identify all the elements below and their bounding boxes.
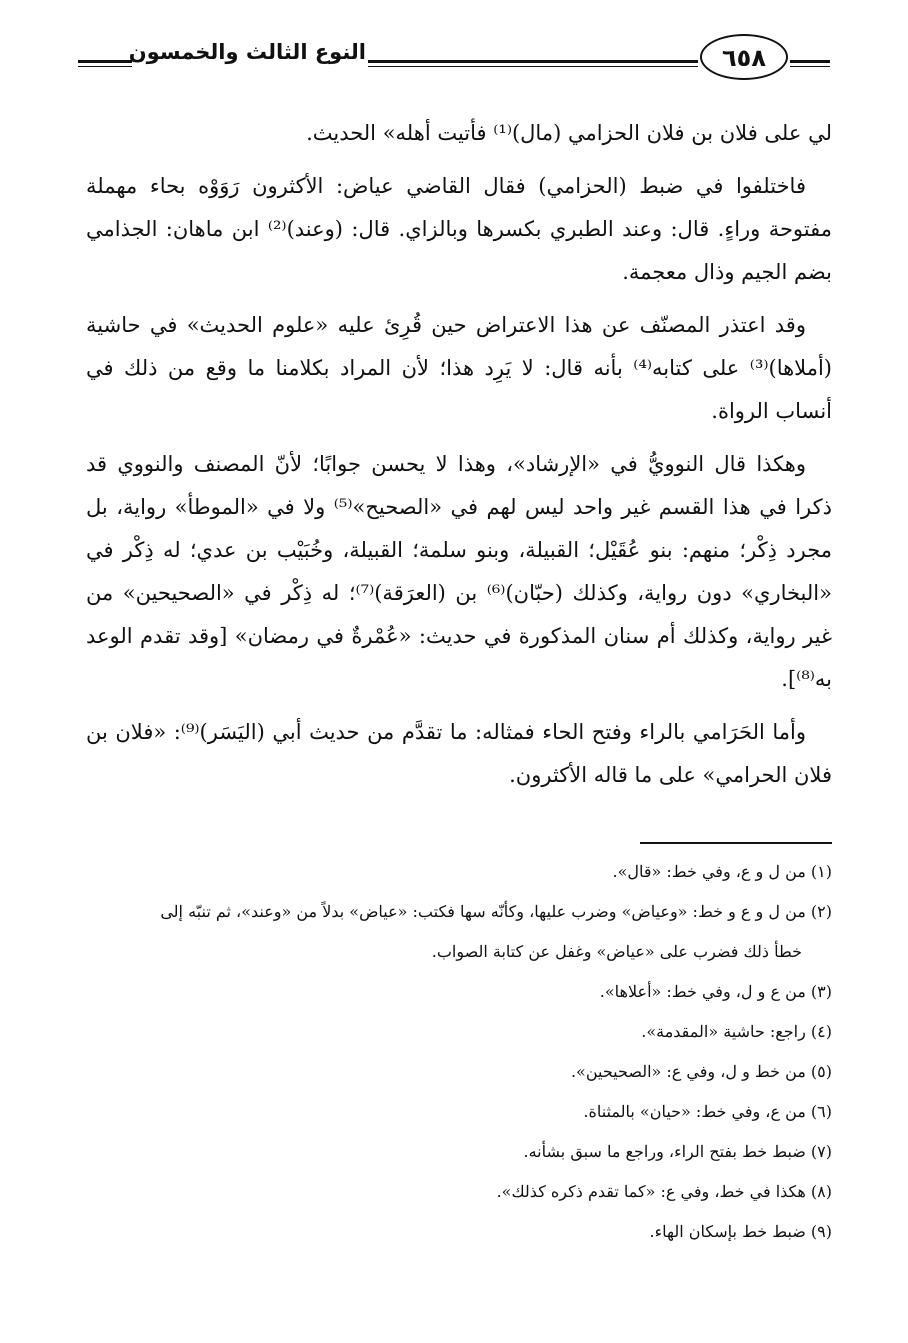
header-rule-left xyxy=(78,60,132,63)
footnote-separator xyxy=(640,842,832,844)
paragraph: فاختلفوا في ضبط (الحزامي) فقال القاضي عياض: الأكثرون رَوَوْه بحاء مهملة مفتوحة وراءٍ. قال: وعند الطبري بكسرها وبالزاي. قال: (وعند)⁽²⁾ ابن ماهان: الجذامي بضم الجيم وذال معجمة. xyxy=(86,174,832,284)
footnote: (٤) راجع: حاشية «المقدمة». xyxy=(641,1022,832,1041)
paragraph: وأما الحَرَامي بالراء وفتح الحاء فمثاله: ما تقدَّم من حديث أبي (اليَسَر)⁽⁹⁾: «فلان بن فلان الحرامي» على ما قاله الأكثرون. xyxy=(86,720,832,787)
header-rule-right xyxy=(790,60,830,63)
main-text xyxy=(86,112,832,807)
page-header xyxy=(78,30,830,92)
footnote: (٦) من ع، وفي خط: «حيان» بالمثناة. xyxy=(583,1102,832,1121)
footnote-text: (٢) من ل و ع و خط: «وعياض» وضرب عليها، وكأنّه سها فكتب: «عياض» بدلاً من «وعند»، ثم تنبّه إلى xyxy=(160,902,832,921)
footnote xyxy=(86,892,832,972)
footnote: (٩) ضبط خط بإسكان الهاء. xyxy=(649,1222,832,1241)
paragraph: وقد اعتذر المصنّف عن هذا الاعتراض حين قُرِئ عليه «علوم الحديث» في حاشية (أملاها)⁽³⁾ على كتابه⁽⁴⁾ بأنه قال: لا يَرِد هذا؛ لأن المراد بكلامنا ما وقع من ذلك في أنساب الرواة. xyxy=(86,313,832,423)
page-number: ٦٥٨ xyxy=(700,34,788,80)
footnote: (٣) من ع و ل، وفي خط: «أعلاها». xyxy=(599,982,832,1001)
footnote: (٧) ضبط خط بفتح الراء، وراجع ما سبق بشأنه. xyxy=(523,1142,832,1161)
running-title: النوع الثالث والخمسون xyxy=(128,40,366,64)
footnote: (٨) هكذا في خط، وفي ع: «كما تقدم ذكره كذلك». xyxy=(496,1182,832,1201)
footnote-continuation: خطأ ذلك فضرب على «عياض» وغفل عن كتابة الصواب. xyxy=(431,942,802,961)
paragraph: وهكذا قال النوويُّ في «الإرشاد»، وهذا لا يحسن جوابًا؛ لأنّ المصنف والنووي قد ذكرا في هذا القسم غير واحد ليس لهم في «الصحيح»⁽⁵⁾ ولا في «الموطأ» رواية، بل مجرد ذِكْر؛ منهم: بنو عُقَيْل؛ القبيلة، وبنو سلمة؛ القبيلة، وخُبَيْب بن عدي؛ له ذِكْر في «البخاري» دون رواية، وكذلك (حبّان)⁽⁶⁾ بن (العرَقة)⁽⁷⁾؛ له ذِكْر في «الصحيحين» من غير رواية، وكذلك أم سنان المذكورة في حديث: «عُمْرةٌ في رمضان» [وقد تقدم الوعد به⁽⁸⁾]. xyxy=(86,452,832,691)
header-rule-middle xyxy=(368,60,698,63)
footnote: (٥) من خط و ل، وفي ع: «الصحيحين». xyxy=(570,1062,832,1081)
paragraph: لي على فلان بن فلان الحزامي (مال)⁽¹⁾ فأتيت أهله» الحديث. xyxy=(306,121,832,145)
footnote: (١) من ل و ع، وفي خط: «قال». xyxy=(612,862,832,881)
footnotes xyxy=(86,852,832,1252)
